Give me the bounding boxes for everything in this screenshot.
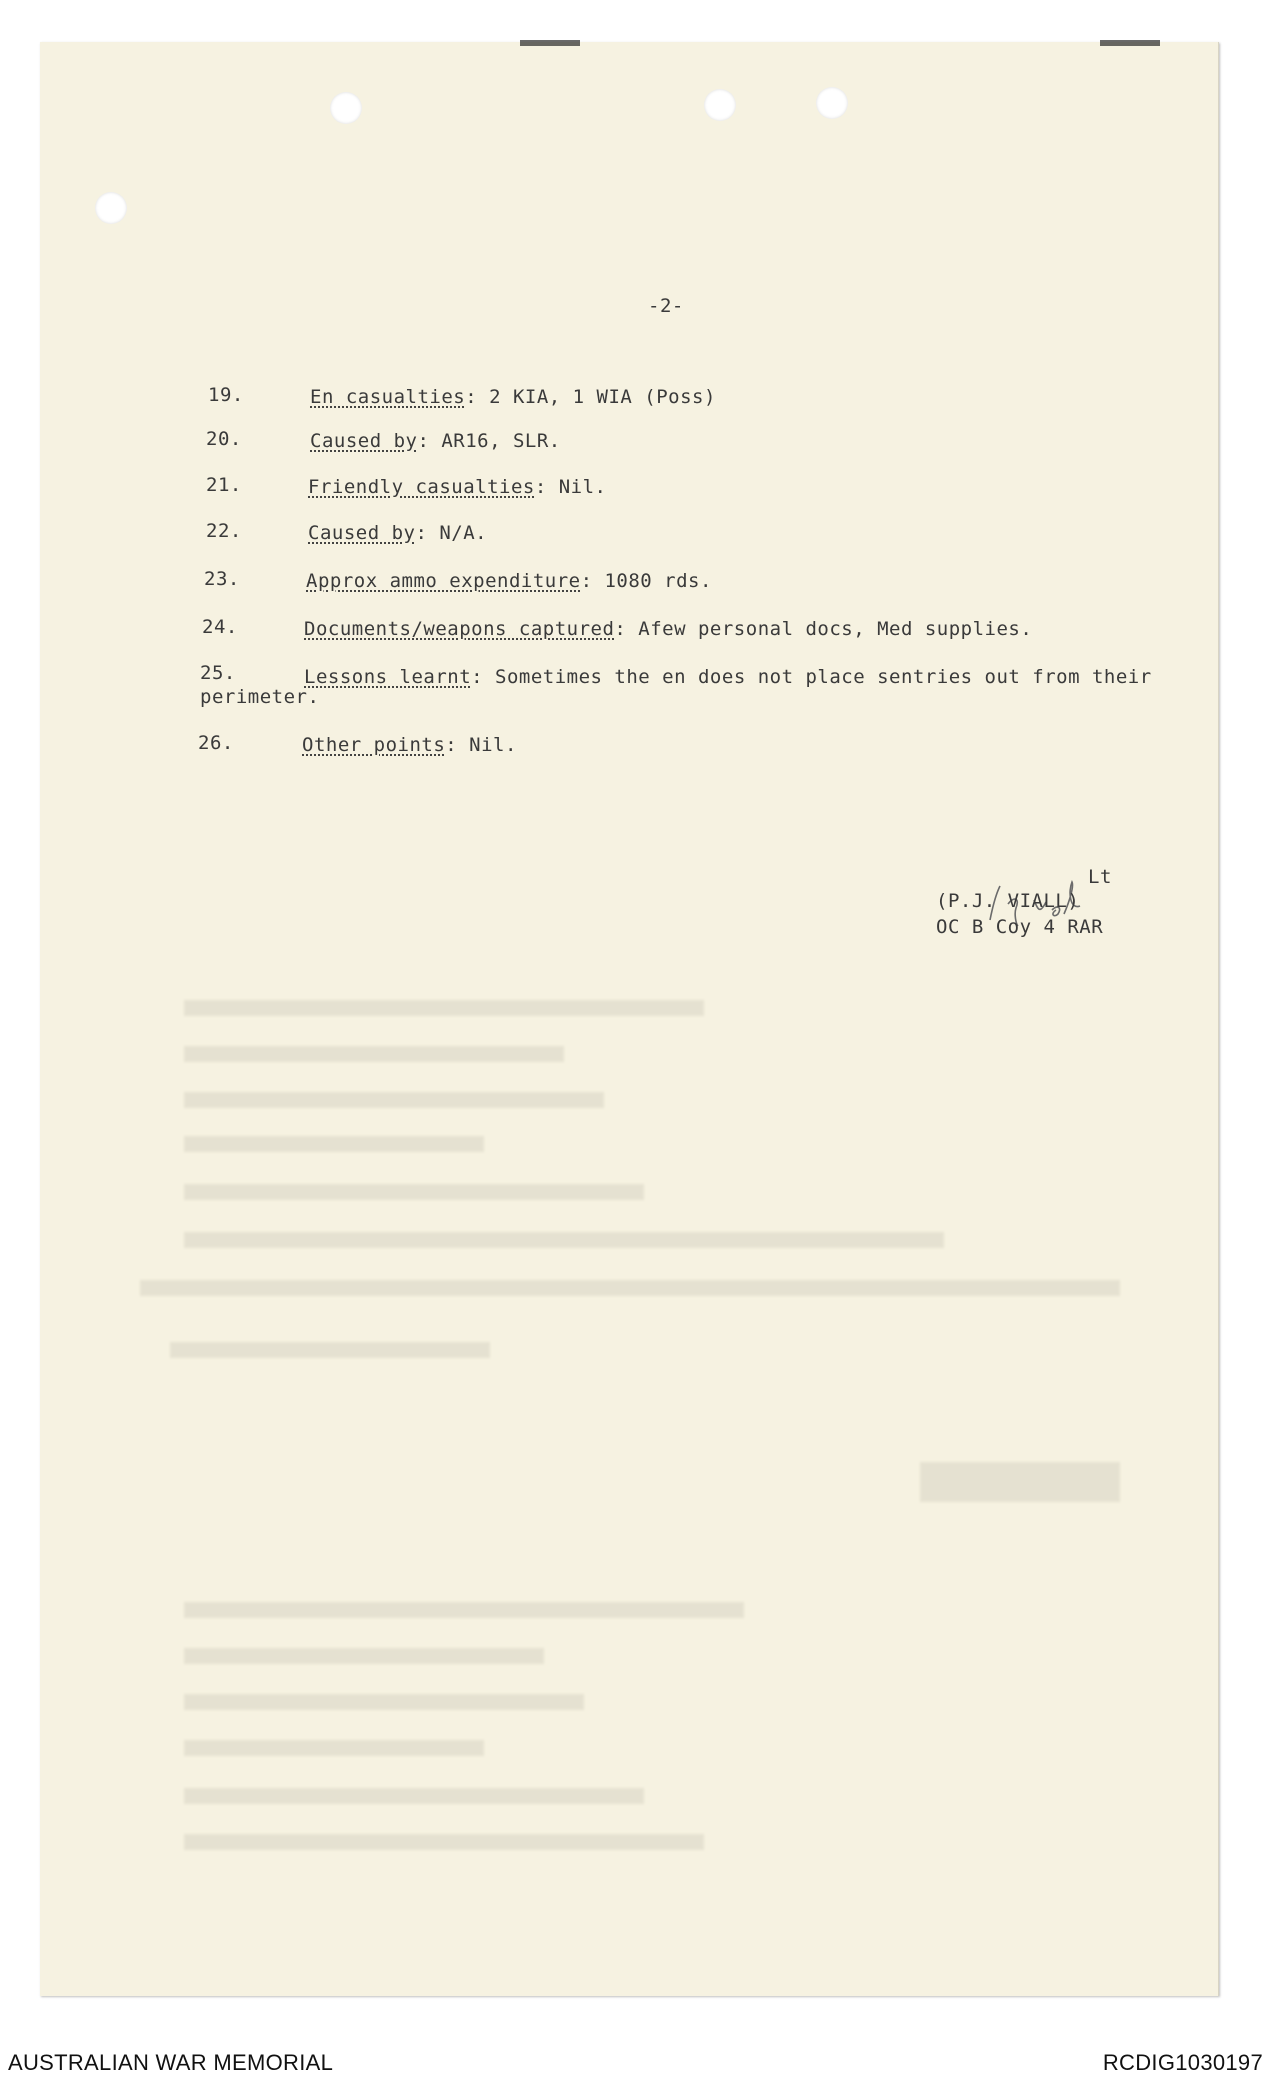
item-number: 20. [206, 428, 242, 450]
item-label: Caused by [310, 430, 418, 452]
show-through-line [184, 1694, 584, 1710]
punch-hole [816, 87, 848, 119]
item-label: Other points [302, 734, 446, 756]
punch-hole [95, 192, 127, 224]
item-number: 26. [198, 732, 234, 754]
show-through-line [920, 1462, 1120, 1502]
item-value: : 2 KIA, 1 WIA (Poss) [465, 386, 716, 408]
item-label: Caused by [308, 522, 416, 544]
item-number: 19. [208, 384, 244, 406]
show-through-line [170, 1342, 490, 1358]
show-through-line [184, 1740, 484, 1756]
show-through-line [184, 1602, 744, 1618]
show-through-line [184, 1046, 564, 1062]
item-number: 23. [204, 568, 240, 590]
item-number: 25. [200, 662, 236, 684]
punch-hole [330, 92, 362, 124]
signature-name: (P.J. VIALL) [936, 890, 1080, 912]
item-number: 22. [206, 520, 242, 542]
item-value: : N/A. [415, 522, 488, 544]
item-label: Lessons learnt [304, 666, 472, 688]
item-line [310, 430, 561, 452]
show-through-line [184, 1648, 544, 1664]
item-number: 24. [202, 616, 238, 638]
signature-rank: Lt [1088, 866, 1112, 888]
item-line [304, 618, 1032, 640]
item-value: : Nil. [534, 476, 607, 498]
show-through-line [184, 1184, 644, 1200]
item-continuation: perimeter. [200, 686, 320, 708]
item-line [302, 734, 517, 756]
signature-appointment: OC B Coy 4 RAR [936, 916, 1104, 938]
footer-id: RCDIG1030197 [1102, 2050, 1263, 2075]
show-through-line [140, 1280, 1120, 1296]
show-through-line [184, 1834, 704, 1850]
item-label: Documents/weapons captured [304, 618, 615, 640]
edge-mark [520, 40, 580, 46]
item-label: En casualties [310, 386, 466, 408]
show-through-line [184, 1092, 604, 1108]
item-value: : AR16, SLR. [417, 430, 561, 452]
show-through-line [184, 1136, 484, 1152]
item-value: : 1080 rds. [580, 570, 712, 592]
item-number: 21. [206, 474, 242, 496]
show-through-line [184, 1788, 644, 1804]
item-label: Friendly casualties [308, 476, 535, 498]
item-line [308, 476, 606, 498]
document-page [40, 42, 1219, 1996]
item-value: : Afew personal docs, Med supplies. [614, 618, 1033, 640]
item-label: Approx ammo expenditure [306, 570, 581, 592]
item-line [306, 570, 712, 592]
page-number: -2- [648, 295, 684, 317]
item-value: : Nil. [445, 734, 517, 756]
item-line [308, 522, 487, 544]
item-value: : Sometimes the en does not place sentries out from their [471, 666, 1152, 688]
footer-source: AUSTRALIAN WAR MEMORIAL [8, 2050, 334, 2075]
show-through-line [184, 1000, 704, 1016]
item-line [310, 386, 716, 408]
punch-hole [704, 89, 736, 121]
item-line [304, 666, 1152, 688]
edge-mark [1100, 40, 1160, 46]
show-through-line [184, 1232, 944, 1248]
